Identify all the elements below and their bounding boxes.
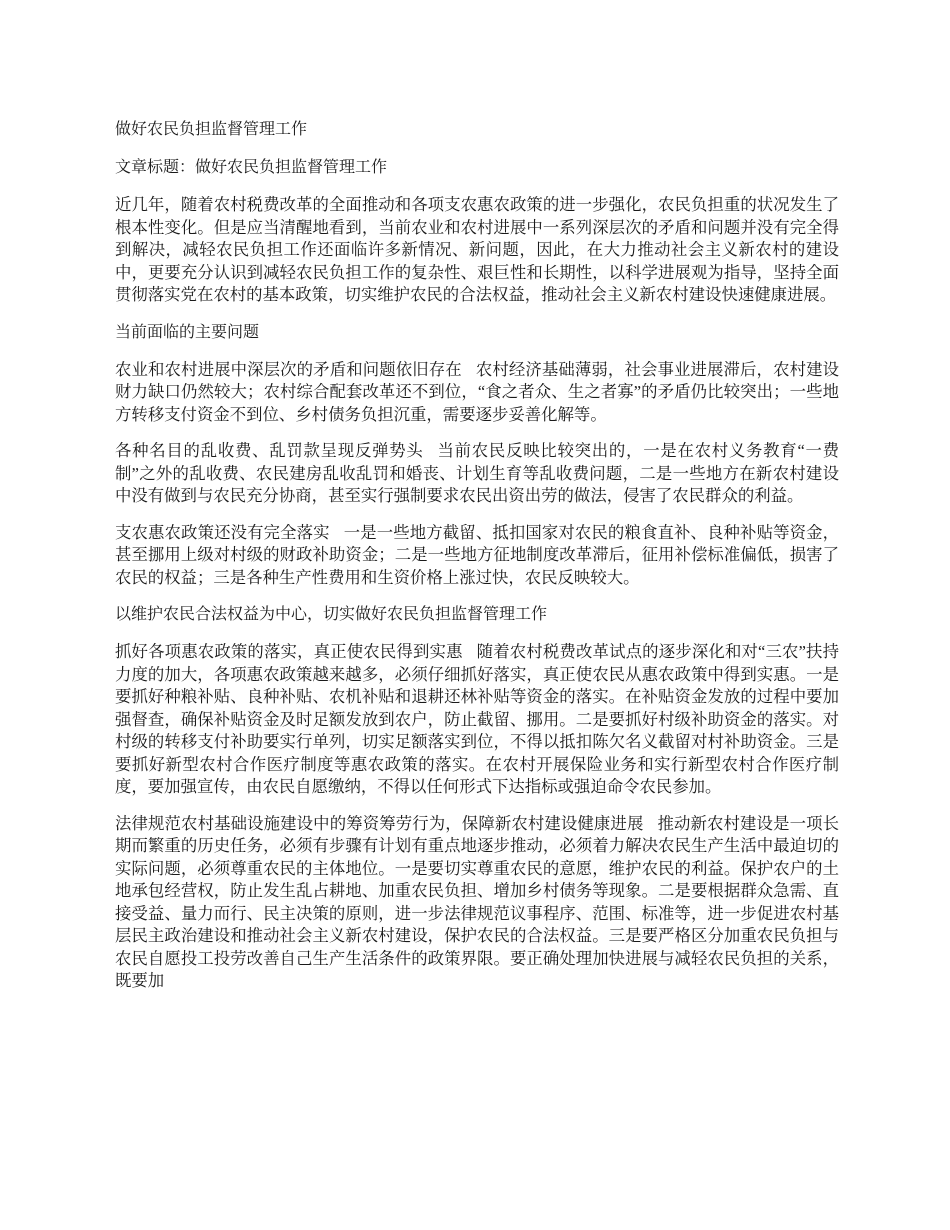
paragraph-text: 随着农村税费改革试点的逐步深化和对“三农”扶持力度的加大，各项惠农政策越来越多，必须仔细抓好落实，真正使农民从惠农政策中得到实惠。一是要抓好种粮补贴、良种补贴、农机补贴和退耕还林补贴等资金的落实。在补贴资金发放的过程中要加强督查，确保补贴资金及时足额发放到农户，防止截留、挪用。二是要抓好村级补助资金的落实。对村级的转移支付补助要实行单列，切实足额落实到位，不得以抵扣陈欠名义截留对村补助资金。三是要抓好新型农村合作医疗制度等惠农政策的落实。在农村开展保险业务和实行新型农村合作医疗制度，要加强宣传，由农民自愿缴纳，不得以任何形式下达指标或强迫命令农民参加。: [115, 642, 839, 796]
paragraph-lead: 法律规范农村基础设施建设中的筹资筹劳行为，保障新农村建设健康进展: [115, 813, 644, 833]
paragraph-text: 一是一些地方截留、抵扣国家对农民的粮食直补、良种补贴等资金，甚至挪用上级对村级的财政补助资金；二是一些地方征地制度改革滞后，征用补偿标准偏低，损害了农民的权益；三是各种生产性费用和生资价格上涨过快，农民反映较大。: [115, 522, 840, 587]
paragraph-lead: 支农惠农政策还没有完全落实: [115, 522, 330, 542]
paragraph-lead: 各种名目的乱收费、乱罚款呈现反弹势头: [115, 441, 424, 460]
document-title: 做好农民负担监督管理工作: [115, 121, 308, 138]
article-title: 文章标题：做好农民负担监督管理工作: [115, 159, 388, 176]
document-page: [115, 118, 839, 1007]
paragraph-lead: 农业和农村进展中深层次的矛盾和问题依旧存在: [115, 359, 462, 379]
intro-paragraph: 近几年，随着农村税费改革的全面推动和各项支农惠农政策的进一步强化，农民负担重的状况发生了根本性变化。但是应当清醒地看到，当前农业和农村进展中一系列深层次的矛盾和问题并没有完全得到解决，减轻农民负担工作还面临许多新情况、新问题，因此，在大力推动社会主义新农村的建设中，更要充分认识到减轻农民负担工作的复杂性、艰巨性和长期性，以科学进展观为指导，坚持全面贯彻落实党在农村的基本政策，切实维护农民的合法权益，推动社会主义新农村建设快速健康进展。: [115, 195, 839, 304]
paragraph-text: 当前农民反映比较突出的，一是在农村义务教育“一费制”之外的乱收费、农民建房乱收乱罚和婚丧、计划生育等乱收费问题，二是一些地方在新农村建设中没有做到与农民充分协商，甚至实行强制要求农民出资出劳的做法，侵害了农民群众的利益。: [115, 441, 839, 505]
section-heading-measures: 以维护农民合法权益为中心，切实做好农民负担监督管理工作: [115, 606, 548, 623]
problem-paragraph-1: [115, 359, 839, 427]
section-heading-problems: 当前面临的主要问题: [115, 323, 260, 341]
measure-paragraph-2: [115, 813, 839, 993]
measure-paragraph-1: [115, 641, 839, 799]
problem-paragraph-3: [115, 522, 839, 590]
paragraph-text: 推动新农村建设是一项长期而繁重的历史任务，必须有步骤有计划有重点地逐步推动，必须着力解决农民生产生活中最迫切的实际问题，必须尊重农民的主体地位。一是要切实尊重农民的意愿，维护农民的利益。保护农户的土地承包经营权，防止发生乱占耕地、加重农民负担、增加乡村债务等现象。二是要根据群众急需、直接受益、量力而行、民主决策的原则，进一步法律规范议事程序、范围、标准等，进一步促进农村基层民主政治建设和推动社会主义新农村建设，保护农民的合法权益。三是要严格区分加重农民负担与农民自愿投工投劳改善自己生产生活条件的政策界限。要正确处理加快进展与减轻农民负担的关系，既要加: [115, 813, 840, 990]
paragraph-lead: 抓好各项惠农政策的落实，真正使农民得到实惠: [115, 642, 463, 661]
paragraph-text: 农村经济基础薄弱，社会事业进展滞后，农村建设财力缺口仍然较大；农村综合配套改革还不到位，“食之者众、生之者寡”的矛盾仍比较突出；一些地方转移支付资金不到位、乡村债务负担沉重，需要逐步妥善化解等。: [115, 359, 840, 424]
problem-paragraph-2: [115, 440, 839, 508]
